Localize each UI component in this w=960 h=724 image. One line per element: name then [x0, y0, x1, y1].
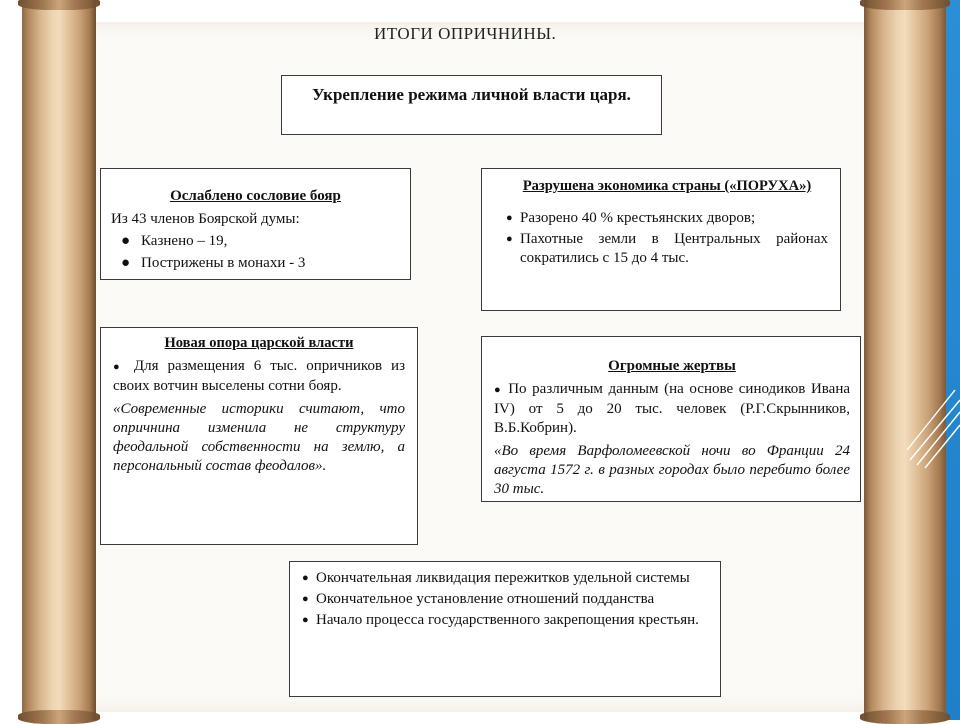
accent-strip — [945, 0, 960, 720]
bullet-icon: ● — [121, 233, 131, 249]
victims-box — [481, 336, 861, 502]
bullet-icon: ● — [302, 614, 309, 626]
bullet-icon: ● — [121, 255, 131, 271]
boyars-heading: Ослаблено сословие бояр — [170, 188, 341, 204]
bullet-icon: ● — [302, 593, 309, 605]
boyars-intro: Из 43 членов Боярской думы: — [111, 211, 300, 227]
scroll-roller-right — [864, 0, 946, 720]
list-item: ● Пахотные земли в Центральных районах сократились с 15 до 4 тыс. — [506, 231, 828, 266]
list-item: ● Окончательная ликвидация пережитков удельной системы — [302, 570, 690, 586]
bullet-icon: ● — [506, 233, 513, 245]
new-support-text: ● Для размещения 6 тыс. опричников из своих вотчин выселены сотни бояр. — [113, 358, 405, 394]
page-title: ИТОГИ ОПРИЧНИНЫ. — [374, 24, 557, 43]
diagonal-lines-icon — [905, 380, 960, 490]
list-item: ● Казнено – 19, — [121, 233, 228, 249]
power-consolidation-text: Укрепление режима личной власти царя. — [312, 85, 631, 104]
list-item: ● Пострижены в монахи - 3 — [121, 255, 306, 271]
bullet-icon: ● — [506, 212, 513, 224]
list-item: ● Разорено 40 % крестьянских дворов; — [506, 210, 756, 226]
new-support-quote: «Современные историки считают, что опричнина изменила не структуру феодальной собственности на землю, а персональный состав феодалов». — [113, 401, 405, 474]
boyars-list — [111, 232, 400, 273]
economy-list — [506, 209, 828, 268]
list-item: ● Начало процесса государственного закрепощения крестьян. — [302, 612, 699, 628]
bullet-icon: ● — [302, 572, 309, 584]
victims-text: ● По различным данным (на основе синодиков Ивана IV) от 5 до 20 тыс. человек (Р.Г.Скрынников, В.Б.Кобрин). — [494, 381, 851, 436]
outcomes-box — [289, 561, 721, 697]
economy-box — [481, 168, 841, 311]
bullet-icon: ● — [494, 384, 503, 396]
power-consolidation-box — [281, 75, 662, 135]
bullet-icon: ● — [113, 361, 125, 373]
list-item: ● Окончательное установление отношений подданства — [302, 591, 655, 607]
outcomes-list — [302, 569, 710, 630]
victims-heading: Огромные жертвы — [608, 358, 736, 374]
victims-quote: «Во время Варфоломеевской ночи во Франции 24 августа 1572 г. в разных городах было перебито более 30 тыс. — [494, 443, 850, 497]
economy-heading: Разрушена экономика страны («ПОРУХА») — [522, 178, 812, 194]
boyars-box — [100, 168, 411, 280]
new-support-box — [100, 327, 418, 545]
new-support-heading: Новая опора царской власти — [164, 335, 354, 351]
scroll-roller-left — [22, 0, 96, 720]
